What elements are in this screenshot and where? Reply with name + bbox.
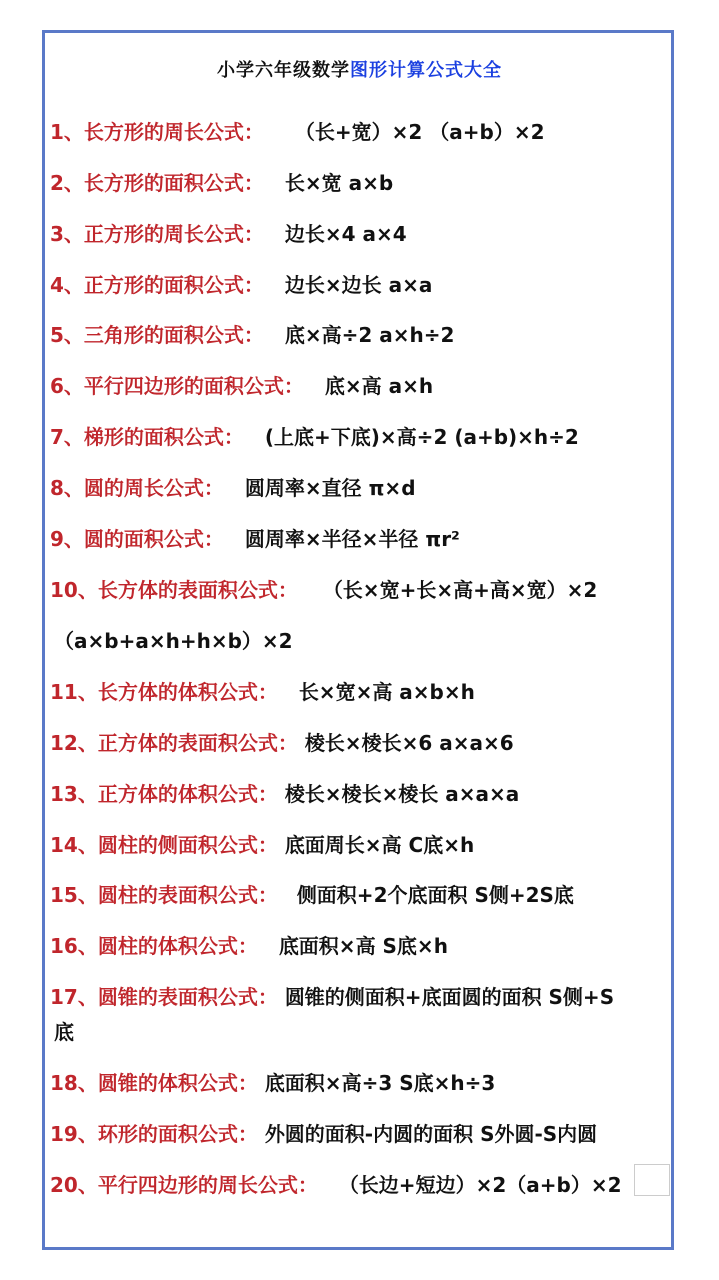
formula-row-13 <box>50 780 519 808</box>
corner-overlay-box <box>634 1164 670 1196</box>
formula-value: （长边+短边）×2（a+b）×2 <box>338 1173 622 1197</box>
formula-label: 12、正方体的表面积公式： <box>50 731 298 755</box>
formula-label: 11、长方体的体积公式： <box>50 680 278 704</box>
formula-label: 4、正方形的面积公式： <box>50 273 264 297</box>
formula-value: 底×高÷2 a×h÷2 <box>284 323 455 347</box>
formula-row-15 <box>50 881 574 909</box>
formula-label: 3、正方形的周长公式： <box>50 222 264 246</box>
formula-row-11 <box>50 678 475 706</box>
formula-value: （长×宽+长×高+高×宽）×2 <box>322 578 598 602</box>
formula-row-18 <box>50 1069 495 1097</box>
formula-label: 16、圆柱的体积公式： <box>50 934 258 958</box>
formula-value: 边长×边长 a×a <box>284 273 433 297</box>
formula-label: 17、圆锥的表面积公式： <box>50 985 278 1009</box>
formula-row-6 <box>50 372 433 400</box>
formula-label: 19、环形的面积公式： <box>50 1122 258 1146</box>
formula-value: 棱长×棱长×6 a×a×6 <box>304 731 514 755</box>
formula-row-17-continuation: 底 <box>54 1020 74 1044</box>
formula-row-17 <box>50 983 614 1011</box>
formula-label: 18、圆锥的体积公式： <box>50 1071 258 1095</box>
formula-value: 圆周率×半径×半径 πr² <box>244 527 460 551</box>
formula-label: 7、梯形的面积公式： <box>50 425 244 449</box>
formula-label: 1、长方形的周长公式： <box>50 120 264 144</box>
formula-value: （长+宽）×2 （a+b）×2 <box>294 120 545 144</box>
formula-value: 底面周长×高 C底×h <box>284 833 475 857</box>
formula-value: 长×宽 a×b <box>284 171 394 195</box>
formula-value: (上底+下底)×高÷2 (a+b)×h÷2 <box>264 425 579 449</box>
formula-label: 15、圆柱的表面积公式： <box>50 883 278 907</box>
formula-row-20 <box>50 1171 622 1199</box>
formula-value: 棱长×棱长×棱长 a×a×a <box>284 782 520 806</box>
page-title <box>0 56 719 82</box>
title-part-1: 小学六年级数学 <box>217 60 350 81</box>
formula-value: 边长×4 a×4 <box>284 222 407 246</box>
formula-value: 长×宽×高 a×b×h <box>298 680 475 704</box>
formula-label: 20、平行四边形的周长公式： <box>50 1173 318 1197</box>
formula-value: 底面积×高÷3 S底×h÷3 <box>264 1071 496 1095</box>
formula-row-3 <box>50 220 407 248</box>
title-part-2: 图形计算公式大全 <box>350 60 502 81</box>
formula-value: 圆周率×直径 π×d <box>244 476 416 500</box>
formula-label: 9、圆的面积公式： <box>50 527 224 551</box>
formula-row-10 <box>50 576 597 604</box>
formula-value: 底面积×高 S底×h <box>278 934 448 958</box>
formula-row-7 <box>50 423 579 451</box>
formula-row-5 <box>50 321 454 349</box>
formula-value: 圆锥的侧面积+底面圆的面积 S侧+S <box>284 985 615 1009</box>
formula-row-2 <box>50 169 393 197</box>
formula-row-19 <box>50 1120 597 1148</box>
formula-label: 10、长方体的表面积公式： <box>50 578 298 602</box>
formula-value: 底×高 a×h <box>324 374 434 398</box>
formula-label: 13、正方体的体积公式： <box>50 782 278 806</box>
formula-row-12 <box>50 729 514 757</box>
formula-row-8 <box>50 474 416 502</box>
formula-label: 6、平行四边形的面积公式： <box>50 374 304 398</box>
formula-value: 外圆的面积-内圆的面积 S外圆-S内圆 <box>264 1122 598 1146</box>
formula-row-4 <box>50 271 432 299</box>
formula-row-10-continuation: （a×b+a×h+h×b）×2 <box>54 629 293 653</box>
formula-row-14 <box>50 831 474 859</box>
formula-row-9 <box>50 525 460 553</box>
formula-label: 14、圆柱的侧面积公式： <box>50 833 278 857</box>
formula-label: 8、圆的周长公式： <box>50 476 224 500</box>
formula-label: 5、三角形的面积公式： <box>50 323 264 347</box>
formula-label: 2、长方形的面积公式： <box>50 171 264 195</box>
formula-row-1 <box>50 118 545 146</box>
formula-value: 侧面积+2个底面积 S侧+2S底 <box>296 883 574 907</box>
formula-row-16 <box>50 932 448 960</box>
